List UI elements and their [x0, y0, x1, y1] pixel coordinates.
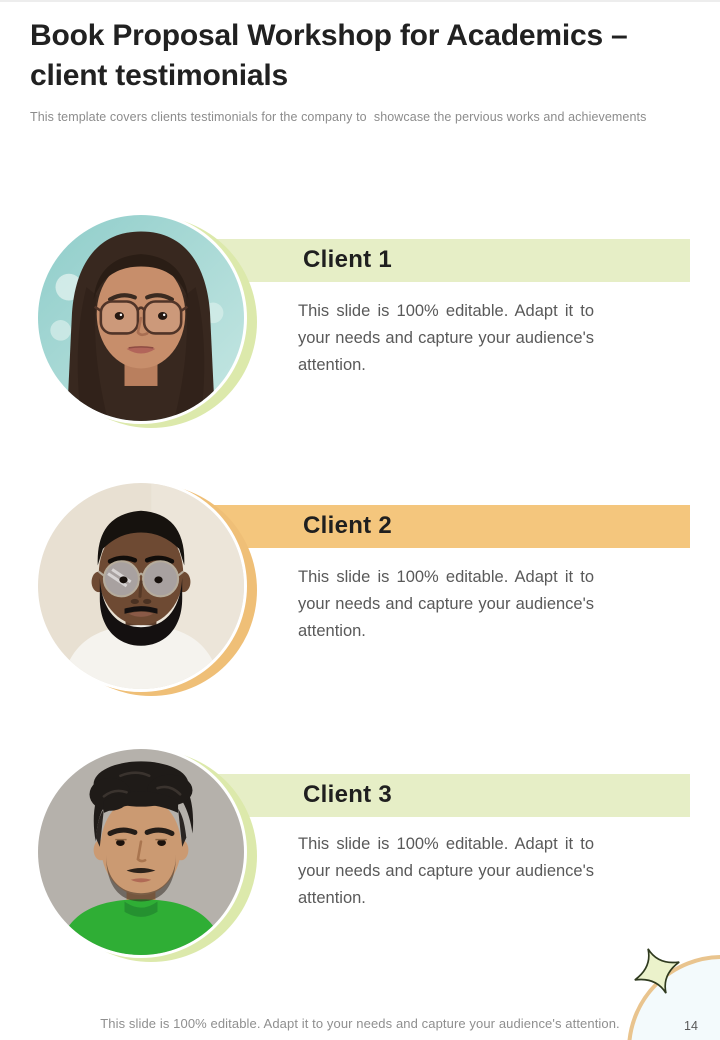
- client-2-photo: [35, 480, 247, 692]
- client-1-photo: [35, 212, 247, 424]
- client-3-name: Client 3: [303, 781, 393, 808]
- client-1-description: This slide is 100% editable. Adapt it to your needs and capture your audience's attention.: [298, 302, 594, 374]
- client-3-description: This slide is 100% editable. Adapt it to your needs and capture your audience's attention.: [298, 835, 594, 907]
- client-3-photo: [35, 746, 247, 958]
- man-pompadour-portrait-illustration: [38, 749, 244, 955]
- page-subtitle: This template covers clients testimonials for the company to showcase the pervious works and achievements: [30, 110, 647, 124]
- man-portrait-illustration: [38, 483, 244, 689]
- client-2-name: Client 2: [303, 512, 393, 539]
- woman-portrait-illustration: [38, 215, 244, 421]
- client-1-name: Client 1: [303, 246, 393, 273]
- page-title: Book Proposal Workshop for Academics – client testimonials: [30, 19, 628, 92]
- footer-note: This slide is 100% editable. Adapt it to your needs and capture your audience's attention.: [100, 1016, 620, 1031]
- page-number: 14: [684, 1019, 698, 1033]
- client-2-description: This slide is 100% editable. Adapt it to your needs and capture your audience's attention.: [298, 568, 594, 640]
